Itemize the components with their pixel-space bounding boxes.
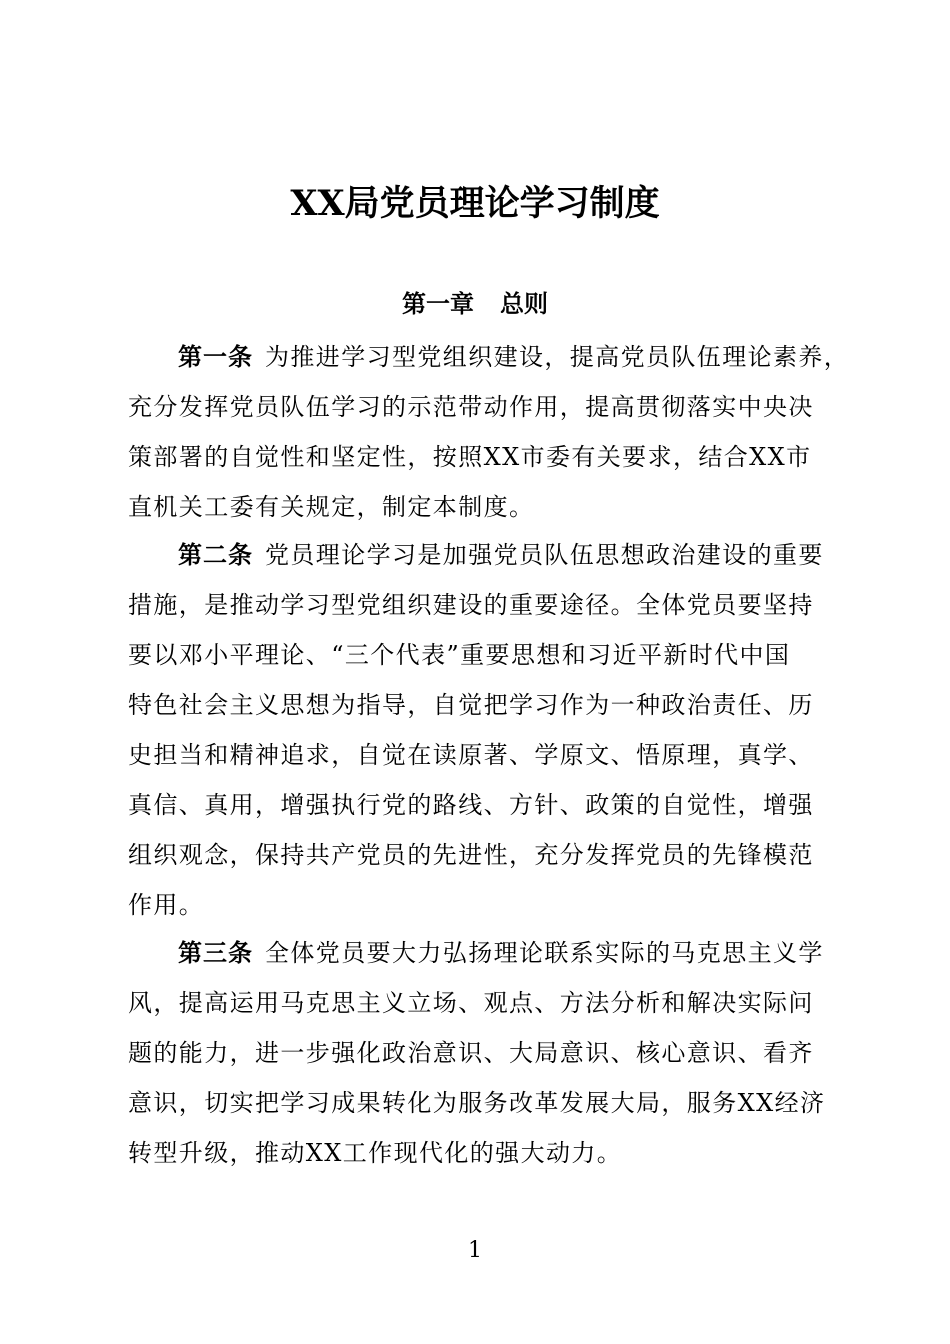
article-line: 转型升级，推动XX工作现代化的强大动力。 [128, 1139, 623, 1167]
page-number: 1 [468, 1238, 482, 1263]
article-text: 党员理论学习是加强党员队伍思想政治建设的重要 [265, 541, 824, 569]
article-2 [128, 530, 838, 930]
article-line: 要以邓小平理论、“三个代表”重要思想和习近平新时代中国 [128, 641, 791, 669]
article-line [128, 332, 850, 382]
article-line: 特色社会主义思想为指导，自觉把学习作为一种政治责任、历 [128, 691, 814, 719]
chapter-heading [0, 284, 950, 324]
article-line: 史担当和精神追求，自觉在读原著、学原文、悟原理，真学、 [128, 741, 814, 769]
article-label: 第三条 [178, 939, 253, 967]
article-line: 风，提高运用马克思主义立场、观点、方法分析和解决实际问 [128, 989, 814, 1017]
article-line: 直机关工委有关规定，制定本制度。 [128, 493, 535, 521]
article-label: 第二条 [178, 541, 253, 569]
article-text: 全体党员要大力弘扬理论联系实际的马克思主义学 [265, 939, 824, 967]
article-line: 策部署的自觉性和坚定性，按照XX市委有关要求，结合XX市 [128, 443, 812, 471]
article-line: 题的能力，进一步强化政治意识、大局意识、核心意识、看齐 [128, 1039, 814, 1067]
article-line: 措施，是推动学习型党组织建设的重要途径。全体党员要坚持 [128, 591, 814, 619]
article-line: 意识，切实把学习成果转化为服务改革发展大局，服务XX经济 [128, 1089, 826, 1117]
chapter-name: 总则 [500, 290, 548, 318]
article-line: 真信、真用，增强执行党的路线、方针、政策的自觉性，增强 [128, 791, 814, 819]
article-line: 组织观念，保持共产党员的先进性，充分发挥党员的先锋模范 [128, 841, 814, 869]
article-label: 第一条 [178, 343, 253, 371]
article-line: 作用。 [128, 891, 205, 919]
document-title: XX局党员理论学习制度 [290, 183, 660, 224]
article-1 [128, 332, 850, 532]
chapter-number: 第一章 [402, 290, 474, 318]
article-line: 充分发挥党员队伍学习的示范带动作用，提高贯彻落实中央决 [128, 393, 814, 421]
article-3 [128, 928, 838, 1178]
article-line [128, 928, 838, 978]
article-text: 为推进学习型党组织建设，提高党员队伍理论素养， [265, 343, 850, 371]
article-line [128, 530, 838, 580]
